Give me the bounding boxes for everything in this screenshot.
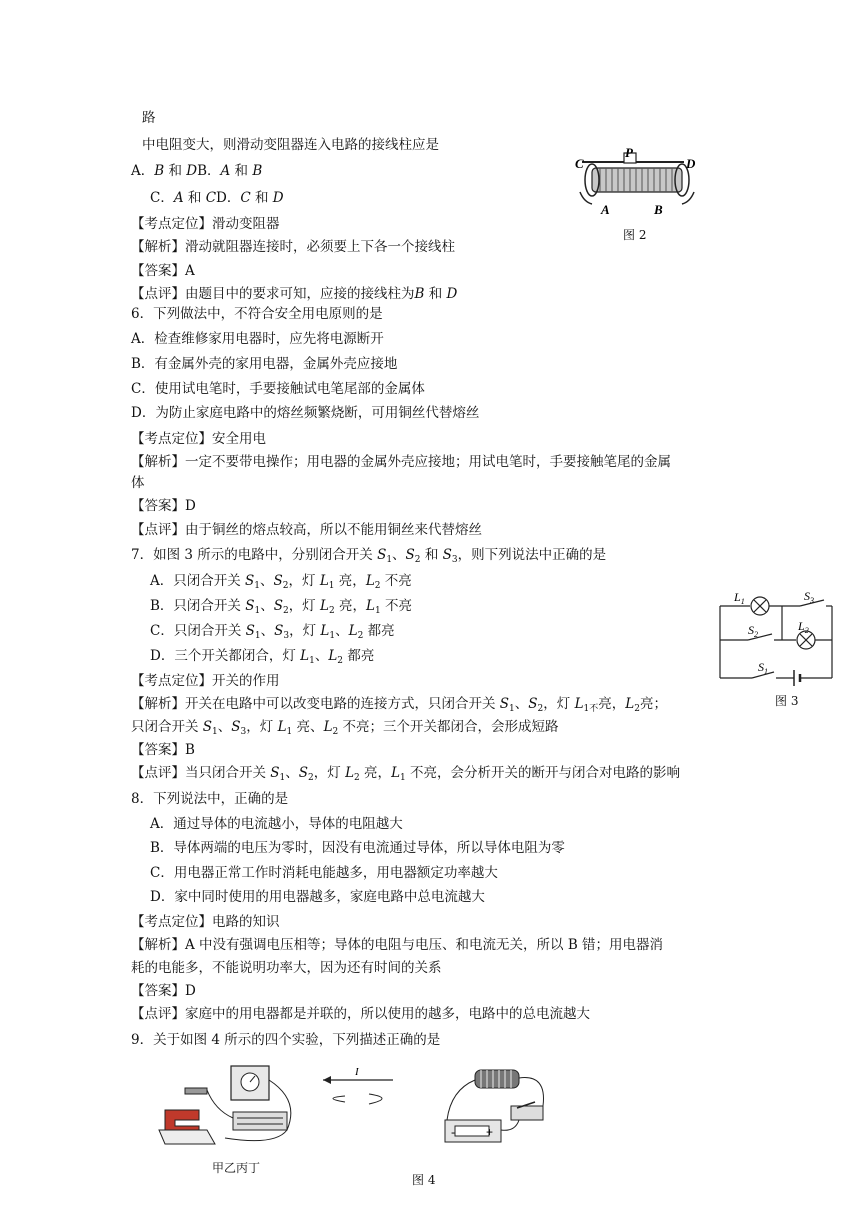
figure-2-caption: 图 2 — [623, 228, 647, 242]
q8-stem: 8．下列说法中，正确的是 — [131, 791, 289, 807]
q8-jiexi-1: 【解析】A 中没有强调电压相等；导体的电阻与电压、和电流无关，所以 B 错；用电器消 — [131, 937, 664, 953]
fig2-label-c: C — [575, 156, 584, 171]
q9-stem: 9．关于如图 4 所示的四个实验，下列描述正确的是 — [131, 1032, 441, 1048]
fig4-battery-plus: + — [486, 1125, 494, 1139]
q6-answer: 【答案】D — [131, 498, 196, 514]
q5-jiexi: 【解析】滑动就阻器连接时，必须要上下各一个接线柱 — [131, 239, 455, 255]
q8-kaodian: 【考点定位】电路的知识 — [131, 914, 280, 930]
q6-option-a: A．检查维修家用电器时，应先将电源断开 — [131, 331, 384, 347]
q5-kaodian: 【考点定位】滑动变阻器 — [131, 216, 280, 232]
q7-kaodian: 【考点定位】开关的作用 — [131, 673, 280, 689]
figure-2-rheostat — [572, 142, 702, 222]
fig4-battery-minus: - — [451, 1125, 455, 1139]
q6-option-c: C．使用试电笔时，手要接触试电笔尾部的金属体 — [131, 381, 425, 397]
fig2-label-p: P — [625, 145, 633, 160]
q5-options-ab: A．B 和 DB．A 和 B — [131, 163, 263, 179]
q8-jiexi-2: 耗的电能多，不能说明功率大，因为还有时间的关系 — [131, 960, 442, 976]
q8-option-c: C．用电器正常工作时消耗电能越多，用电器额定功率越大 — [150, 865, 498, 881]
fig3-label-s2: $S_2$ — [748, 623, 758, 639]
q8-dianping: 【点评】家庭中的用电器都是并联的，所以使用的越多，电路中的总电流越大 — [131, 1006, 590, 1022]
figure-3-caption: 图 3 — [775, 694, 799, 708]
q6-jiexi-2: 体 — [131, 475, 145, 491]
q8-answer: 【答案】D — [131, 983, 196, 999]
fig4-experiment-3 — [445, 1070, 544, 1142]
q5-dianping: 【点评】由题目中的要求可知，应接的接线柱为B 和 D — [131, 286, 458, 302]
fig2-label-b: B — [654, 202, 663, 217]
fig4-current-label: I — [355, 1066, 359, 1078]
fig4-experiment-2 — [323, 1066, 393, 1104]
fig3-label-s1: $S_1$ — [758, 660, 768, 676]
q7-option-c: C．只闭合开关 $S_1$、$S_3$，灯 $L_1$、$L_2$ 都亮 — [150, 623, 395, 641]
figure-4-experiments — [155, 1060, 565, 1160]
q7-jiexi-2: 只闭合开关 $S_1$、$S_3$，灯 $L_1$ 亮、$L_2$ 不亮；三个开关都闭合，会形成短路 — [131, 719, 559, 737]
q6-jiexi-1: 【解析】一定不要带电操作；用电器的金属外壳应接地；用试电笔时，手要接触笔尾的金属 — [131, 454, 671, 470]
q5-answer: 【答案】A — [131, 263, 195, 279]
fig3-label-s3: $S_3$ — [804, 589, 814, 605]
q6-dianping: 【点评】由于铜丝的熔点较高，所以不能用铜丝来代替熔丝 — [131, 522, 482, 538]
q5-stem-cont-1: 路 — [142, 110, 156, 126]
q7-answer: 【答案】B — [131, 742, 195, 758]
q8-option-a: A．通过导体的电流越小，导体的电阻越大 — [150, 816, 403, 832]
q7-dianping: 【点评】当只闭合开关 $S_1$、$S_2$，灯 $L_2$ 亮，$L_1$ 不亮，会分析开关的断开与闭合对电路的影响 — [131, 765, 681, 783]
fig3-label-l2: $L_2$ — [798, 619, 809, 635]
q7-option-a: A．只闭合开关 $S_1$、$S_2$，灯 $L_1$ 亮，$L_2$ 不亮 — [150, 573, 412, 591]
q6-kaodian: 【考点定位】安全用电 — [131, 431, 266, 447]
q7-option-b: B．只闭合开关 $S_1$、$S_2$，灯 $L_2$ 亮，$L_1$ 不亮 — [150, 598, 412, 616]
q6-option-b: B．有金属外壳的家用电器，金属外壳应接地 — [131, 356, 398, 372]
q6-stem: 6．下列做法中，不符合安全用电原则的是 — [131, 306, 383, 322]
fig2-label-d: D — [686, 156, 696, 171]
q6-option-d: D．为防止家庭电路中的熔丝频繁烧断，可用铜丝代替熔丝 — [131, 405, 480, 421]
q5-stem-cont-2: 中电阻变大，则滑动变阻器连入电路的接线柱应是 — [142, 137, 439, 153]
fig3-label-l1: $L_1$ — [734, 590, 745, 606]
fig2-label-a: A — [601, 202, 610, 217]
q8-option-d: D．家中同时使用的用电器越多，家庭电路中总电流越大 — [150, 889, 485, 905]
q5-options-cd: C．A 和 CD．C 和 D — [150, 190, 284, 206]
figure-4-caption: 图 4 — [412, 1173, 436, 1187]
q7-option-d: D．三个开关都闭合，灯 $L_1$、$L_2$ 都亮 — [150, 648, 375, 666]
q7-jiexi-1: 【解析】开关在电路中可以改变电路的连接方式，只闭合开关 $S_1$、$S_2$，灯 $L_{1不}$亮，$L_2$亮； — [131, 696, 667, 714]
fig4-experiment-1 — [159, 1066, 291, 1144]
q8-option-b: B．导体两端的电压为零时，因没有电流通过导体，所以导体电阻为零 — [150, 840, 565, 856]
q7-stem: 7．如图 3 所示的电路中，分别闭合开关 $S_1$、$S_2$ 和 $S_3$，则下列说法中正确的是 — [131, 547, 607, 565]
figure-3-circuit — [712, 588, 842, 698]
figure-4-panel-labels: 甲乙丙丁 — [212, 1161, 261, 1175]
